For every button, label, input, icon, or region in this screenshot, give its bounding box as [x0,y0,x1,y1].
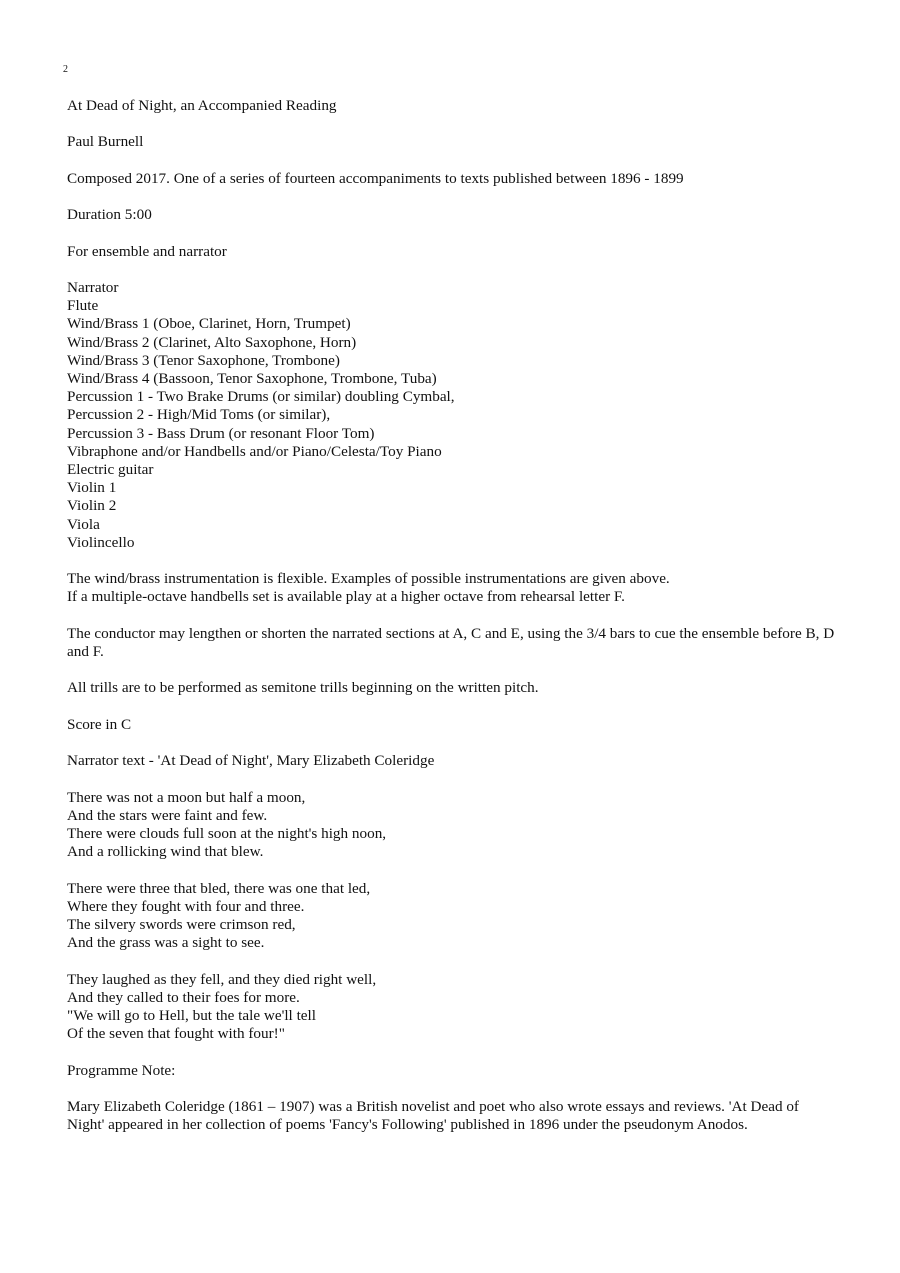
instrument-item: Flute [67,297,99,315]
poem-line: There was not a moon but half a moon, [67,788,306,806]
poem-line: And the stars were faint and few. [67,806,268,824]
instrumentation-notes [67,570,837,606]
programme-note-heading: Programme Note: [67,1061,176,1079]
scoring: For ensemble and narrator [67,242,227,260]
programme-note: Mary Elizabeth Coleridge (1861 – 1907) was a British novelist and poet who also wrote essays and reviews. 'At Dead of Night' appeared in her collection of poems 'Fancy's Following' published in 1896 under the pseudonym Anodos. [67,1097,799,1134]
poem-stanza-3 [67,971,837,1044]
instrument-item: Percussion 2 - High/Mid Toms (or similar), [67,406,331,424]
poem-line: There were three that bled, there was one that led, [67,879,371,897]
instrument-item: Percussion 1 - Two Brake Drums (or similar) doubling Cymbal, [67,388,455,406]
poem-line: And the grass was a sight to see. [67,934,265,952]
document-body [67,97,837,1153]
instrument-item: Violin 1 [67,479,117,497]
narrator-text-heading: Narrator text - 'At Dead of Night', Mary Elizabeth Coleridge [67,752,435,770]
score-note: Score in C [67,715,132,733]
instrument-item: Percussion 3 - Bass Drum (or resonant Floor Tom) [67,424,375,442]
instrument-item: Electric guitar [67,460,154,478]
instrument-item: Violin 2 [67,497,117,515]
trills-note: All trills are to be performed as semitone trills beginning on the written pitch. [67,679,539,697]
poem-line: And a rollicking wind that blew. [67,843,264,861]
instrument-item: Violincello [67,533,135,551]
poem-stanza-2 [67,880,837,953]
instrument-item: Narrator [67,278,119,296]
poem-line: They laughed as they fell, and they died right well, [67,970,377,988]
poem-line: Of the seven that fought with four!" [67,1025,285,1043]
instrument-item: Wind/Brass 1 (Oboe, Clarinet, Horn, Trumpet) [67,315,351,333]
composed-note: Composed 2017. One of a series of fourteen accompaniments to texts published between 1896 - 1899 [67,169,684,187]
poem-line: The silvery swords were crimson red, [67,915,296,933]
instrument-item: Wind/Brass 2 (Clarinet, Alto Saxophone, Horn) [67,333,357,351]
note-line: If a multiple-octave handbells set is available play at a higher octave from rehearsal letter F. [67,588,625,606]
duration: Duration 5:00 [67,206,152,224]
note-line: The wind/brass instrumentation is flexible. Examples of possible instrumentations are given above. [67,570,670,588]
poem-stanza-1 [67,789,837,862]
composer: Paul Burnell [67,133,144,151]
instrument-item: Vibraphone and/or Handbells and/or Piano/Celesta/Toy Piano [67,442,442,460]
page-number: 2 [63,64,68,75]
poem-line: Where they fought with four and three. [67,897,305,915]
conductor-note: The conductor may lengthen or shorten the narrated sections at A, C and E, using the 3/4 bars to cue the ensemble before B, D and F. [67,624,835,660]
instrument-item: Wind/Brass 4 (Bassoon, Tenor Saxophone, Trombone, Tuba) [67,369,437,387]
instrument-list [67,279,837,552]
poem-line: "We will go to Hell, but the tale we'll tell [67,1006,316,1024]
instrument-item: Wind/Brass 3 (Tenor Saxophone, Trombone) [67,351,340,369]
instrument-item: Viola [67,515,100,533]
poem-line: There were clouds full soon at the night's high noon, [67,824,387,842]
poem-line: And they called to their foes for more. [67,988,300,1006]
title: At Dead of Night, an Accompanied Reading [67,97,337,114]
